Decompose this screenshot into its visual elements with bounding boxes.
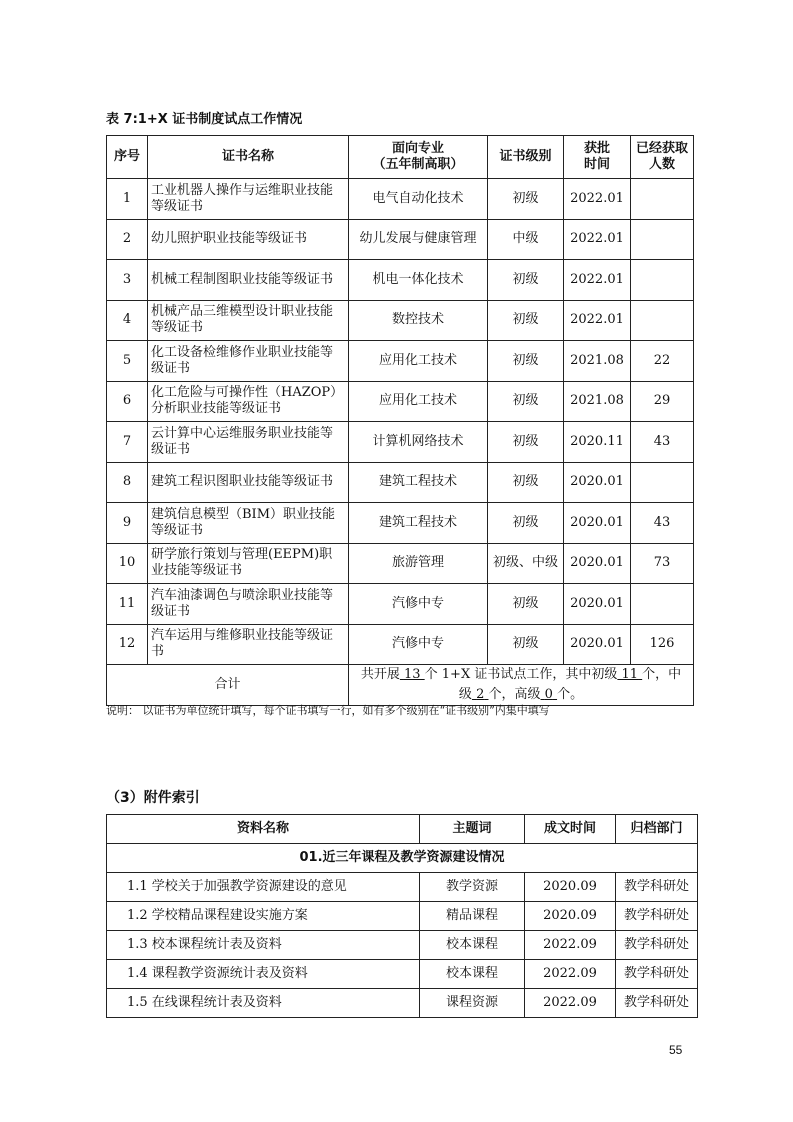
cell-major: 汽修中专 [349,584,488,625]
cell-approval-time: 2020.01 [564,462,631,503]
cell-cert-name: 机械产品三维模型设计职业技能等级证书 [148,300,349,341]
header-major-line1: 面向专业 [391,141,444,156]
header-approval-line2: 时间 [583,157,610,172]
cell-major: 应用化工技术 [349,381,488,422]
cell-seq: 2 [107,219,148,260]
header-count-line2: 人数 [648,157,675,172]
cell-date: 2022.09 [525,989,616,1018]
header-major [349,136,488,179]
cell-approval-time: 2022.01 [564,179,631,220]
group-title: 01.近三年课程及教学资源建设情况 [107,844,698,873]
summary-total-count [400,667,425,682]
cell-count: 43 [631,503,694,544]
cell-approval-time: 2020.01 [564,584,631,625]
summary-text: 个，高级 [488,687,541,702]
cell-seq: 12 [107,624,148,665]
cell-level: 初级 [488,624,564,665]
cell-seq: 5 [107,341,148,382]
summary-middle-count [472,687,489,702]
cell-count [631,219,694,260]
summary-text: 共开展 [360,667,400,682]
cell-major: 机电一体化技术 [349,260,488,301]
cell-date: 2022.09 [525,931,616,960]
table-header-row [107,815,698,844]
header-seq: 序号 [107,136,148,179]
header-dept: 归档部门 [616,815,698,844]
header-count-line1: 已经获取 [635,141,688,156]
cell-approval-time: 2021.08 [564,341,631,382]
cell-count: 43 [631,422,694,463]
total-label: 合计 [107,665,349,706]
cell-cert-name: 机械工程制图职业技能等级证书 [148,260,349,301]
cell-cert-name: 化工危险与可操作性（HAZOP）分析职业技能等级证书 [148,381,349,422]
cell-dept: 教学科研处 [616,989,698,1018]
header-count [631,136,694,179]
table-row [107,503,694,544]
header-date: 成文时间 [525,815,616,844]
cell-seq: 8 [107,462,148,503]
cell-level: 初级 [488,260,564,301]
table-row [107,422,694,463]
cell-dept: 教学科研处 [616,873,698,902]
cell-count [631,584,694,625]
summary-text: 个 1+X 证书试点工作，其中初级 [424,667,618,682]
cell-level: 初级 [488,422,564,463]
summary-primary-value: 11 [621,667,639,682]
cell-keyword: 校本课程 [420,931,525,960]
cell-keyword: 校本课程 [420,960,525,989]
cell-major: 建筑工程技术 [349,503,488,544]
table-header-row [107,136,694,179]
total-summary [349,665,694,706]
cell-keyword: 教学资源 [420,873,525,902]
cell-approval-time: 2020.01 [564,543,631,584]
table-row [107,624,694,665]
header-level: 证书级别 [488,136,564,179]
summary-text: 个，中级 [458,667,682,702]
cell-level: 初级 [488,381,564,422]
cell-doc-name: 1.2 学校精品课程建设实施方案 [107,902,420,931]
summary-total-value: 13 [403,667,421,682]
table-row [107,341,694,382]
cell-seq: 3 [107,260,148,301]
list-item [107,902,698,931]
cell-seq: 4 [107,300,148,341]
cell-level: 中级 [488,219,564,260]
cell-doc-name: 1.4 课程教学资源统计表及资料 [107,960,420,989]
header-doc-name: 资料名称 [107,815,420,844]
cell-doc-name: 1.1 学校关于加强教学资源建设的意见 [107,873,420,902]
list-item [107,989,698,1018]
cell-dept: 教学科研处 [616,960,698,989]
cell-count [631,260,694,301]
cell-doc-name: 1.3 校本课程统计表及资料 [107,931,420,960]
section-title: （3）附件索引 [106,790,200,806]
table-row [107,219,694,260]
cell-seq: 7 [107,422,148,463]
cell-date: 2020.09 [525,902,616,931]
cell-dept: 教学科研处 [616,902,698,931]
cell-level: 初级 [488,300,564,341]
summary-primary-count [617,667,642,682]
cell-count [631,462,694,503]
summary-senior-count [541,687,558,702]
cell-major: 电气自动化技术 [349,179,488,220]
cell-approval-time: 2020.01 [564,624,631,665]
cell-count: 73 [631,543,694,584]
cell-approval-time: 2022.01 [564,300,631,341]
cell-major: 数控技术 [349,300,488,341]
cell-cert-name: 汽车油漆调色与喷涂职业技能等级证书 [148,584,349,625]
table-row [107,543,694,584]
summary-senior-value: 0 [544,687,553,702]
table-note: 说明： 以证书为单位统计填写，每个证书填写一行，如有多个级别在“证书级别”内集中填写 [106,704,550,717]
attachment-index-table [106,814,698,1018]
cell-level: 初级 [488,179,564,220]
cell-seq: 11 [107,584,148,625]
list-item [107,873,698,902]
cell-cert-name: 研学旅行策划与管理(EEPM)职业技能等级证书 [148,543,349,584]
cell-keyword: 精品课程 [420,902,525,931]
certificate-pilot-table [106,135,694,706]
cell-approval-time: 2022.01 [564,260,631,301]
cell-cert-name: 建筑信息模型（BIM）职业技能等级证书 [148,503,349,544]
cell-date: 2022.09 [525,960,616,989]
cell-major: 幼儿发展与健康管理 [349,219,488,260]
header-approval-line1: 获批 [583,141,610,156]
cell-cert-name: 云计算中心运维服务职业技能等级证书 [148,422,349,463]
table-row [107,260,694,301]
cell-level: 初级 [488,462,564,503]
table-row [107,462,694,503]
header-name: 证书名称 [148,136,349,179]
cell-approval-time: 2020.01 [564,503,631,544]
cell-major: 汽修中专 [349,624,488,665]
list-item [107,960,698,989]
table-row [107,300,694,341]
cell-cert-name: 化工设备检维修作业职业技能等级证书 [148,341,349,382]
cell-level: 初级 [488,341,564,382]
cell-approval-time: 2020.11 [564,422,631,463]
table-row [107,381,694,422]
cell-cert-name: 工业机器人操作与运维职业技能等级证书 [148,179,349,220]
cell-doc-name: 1.5 在线课程统计表及资料 [107,989,420,1018]
cell-count: 126 [631,624,694,665]
summary-middle-value: 2 [476,687,485,702]
cell-count: 29 [631,381,694,422]
cell-level: 初级 [488,503,564,544]
summary-text: 个。 [557,687,584,702]
cell-major: 应用化工技术 [349,341,488,382]
cell-cert-name: 建筑工程识图职业技能等级证书 [148,462,349,503]
header-approval [564,136,631,179]
table-row [107,584,694,625]
cell-dept: 教学科研处 [616,931,698,960]
cell-count: 22 [631,341,694,382]
list-item [107,931,698,960]
cell-seq: 1 [107,179,148,220]
cell-seq: 6 [107,381,148,422]
cell-count [631,179,694,220]
cell-seq: 9 [107,503,148,544]
total-row [107,665,694,706]
cell-date: 2020.09 [525,873,616,902]
cell-count [631,300,694,341]
table-caption: 表 7:1+X 证书制度试点工作情况 [106,112,303,127]
cell-approval-time: 2021.08 [564,381,631,422]
cell-cert-name: 汽车运用与维修职业技能等级证书 [148,624,349,665]
cell-seq: 10 [107,543,148,584]
cell-level: 初级、中级 [488,543,564,584]
cell-major: 建筑工程技术 [349,462,488,503]
cell-major: 计算机网络技术 [349,422,488,463]
page-number: 55 [669,1043,683,1057]
cell-major: 旅游管理 [349,543,488,584]
cell-approval-time: 2022.01 [564,219,631,260]
header-keyword: 主题词 [420,815,525,844]
table-row [107,179,694,220]
cell-level: 初级 [488,584,564,625]
group-row [107,844,698,873]
cell-keyword: 课程资源 [420,989,525,1018]
cell-cert-name: 幼儿照护职业技能等级证书 [148,219,349,260]
header-major-line2: （五年制高职） [372,157,464,172]
